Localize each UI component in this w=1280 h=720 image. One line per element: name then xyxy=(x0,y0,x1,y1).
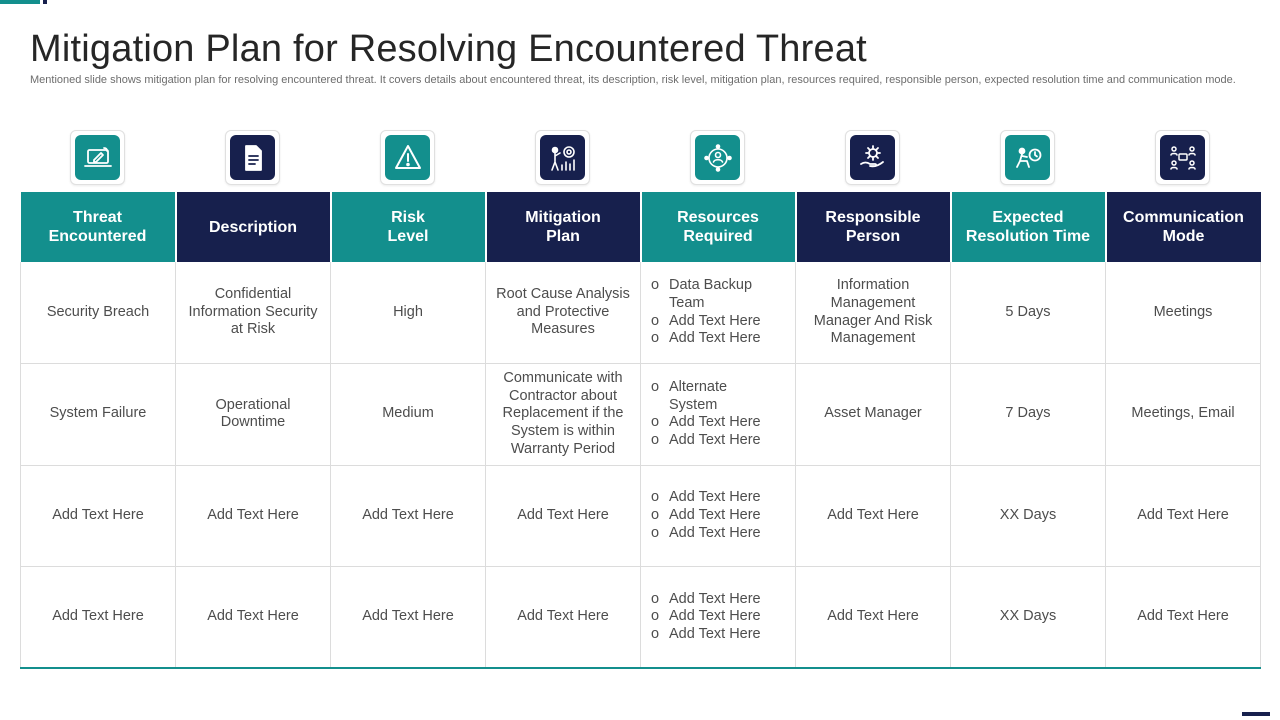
laptop-pen-icon xyxy=(75,135,120,180)
cell-person: Add Text Here xyxy=(796,465,951,567)
cell-plan: Communicate with Contractor about Replacement if the System is within Warranty Period xyxy=(486,364,641,466)
resource-item: o Add Text Here xyxy=(651,313,787,331)
cell-threat: Security Breach xyxy=(21,262,176,364)
cell-description: Confidential Information Security at Risk xyxy=(176,262,331,364)
cell-time: 7 Days xyxy=(951,364,1106,466)
resource-item: o Add Text Here xyxy=(651,525,787,543)
corner-accent-teal xyxy=(0,0,40,4)
icon-cell-risk xyxy=(330,130,485,186)
icon-frame xyxy=(535,130,590,185)
icon-frame xyxy=(225,130,280,185)
cell-time: XX Days xyxy=(951,567,1106,669)
cell-description: Operational Downtime xyxy=(176,364,331,466)
resources-list xyxy=(651,379,787,449)
icon-frame xyxy=(70,130,125,185)
cell-resources xyxy=(641,262,796,364)
cell-person: Add Text Here xyxy=(796,567,951,669)
icon-cell-mode xyxy=(1105,130,1260,186)
cell-time: 5 Days xyxy=(951,262,1106,364)
presentation-chart-icon xyxy=(540,135,585,180)
header-description: Description xyxy=(176,192,331,262)
header-communication-mode: Communication Mode xyxy=(1106,192,1261,262)
cell-resources xyxy=(641,364,796,466)
resource-item: o Add Text Here xyxy=(651,432,787,450)
cell-mode: Add Text Here xyxy=(1106,465,1261,567)
header-threat-encountered: Threat Encountered xyxy=(21,192,176,262)
icon-cell-person xyxy=(795,130,950,186)
header-resources-required: Resources Required xyxy=(641,192,796,262)
cell-risk: Add Text Here xyxy=(331,465,486,567)
corner-accent-bottom xyxy=(1242,712,1270,716)
resource-item: o Add Text Here xyxy=(651,591,787,609)
corner-accent-navy xyxy=(43,0,47,4)
page-title: Mitigation Plan for Resolving Encountered Threat xyxy=(30,28,867,70)
resources-list xyxy=(651,591,787,644)
header-expected-resolution-time: Expected Resolution Time xyxy=(951,192,1106,262)
resource-item: o Add Text Here xyxy=(651,489,787,507)
resources-list xyxy=(651,489,787,542)
header-risk-level: Risk Level xyxy=(331,192,486,262)
mitigation-plan-table xyxy=(20,192,1261,669)
cell-resources xyxy=(641,465,796,567)
header-mitigation-plan: Mitigation Plan xyxy=(486,192,641,262)
cell-person: Information Management Manager And Risk Management xyxy=(796,262,951,364)
icons-row xyxy=(20,130,1260,186)
resource-item: o Data Backup Team xyxy=(651,277,761,312)
resource-item: o Alternate System xyxy=(651,379,731,414)
header-responsible-person: Responsible Person xyxy=(796,192,951,262)
icon-frame xyxy=(1000,130,1055,185)
resource-item: o Add Text Here xyxy=(651,414,787,432)
table-row xyxy=(21,465,1261,567)
cell-plan: Add Text Here xyxy=(486,465,641,567)
icon-cell-resources xyxy=(640,130,795,186)
team-network-icon xyxy=(695,135,740,180)
icon-frame xyxy=(1155,130,1210,185)
cell-risk: Add Text Here xyxy=(331,567,486,669)
icon-cell-threat xyxy=(20,130,175,186)
hand-gear-icon xyxy=(850,135,895,180)
table-row xyxy=(21,364,1261,466)
icon-cell-mitigation xyxy=(485,130,640,186)
icon-frame xyxy=(380,130,435,185)
cell-plan: Root Cause Analysis and Protective Measures xyxy=(486,262,641,364)
icon-frame xyxy=(845,130,900,185)
cell-person: Asset Manager xyxy=(796,364,951,466)
page-subtitle: Mentioned slide shows mitigation plan for resolving encountered threat. It covers details about encountered threat, its description, risk level, mitigation plan, resources required, responsible person, expected resolution time and communication mode. xyxy=(30,74,1236,86)
icon-cell-time xyxy=(950,130,1105,186)
cell-threat: Add Text Here xyxy=(21,567,176,669)
document-icon xyxy=(230,135,275,180)
resource-item: o Add Text Here xyxy=(651,608,787,626)
cell-mode: Meetings, Email xyxy=(1106,364,1261,466)
resource-item: o Add Text Here xyxy=(651,507,787,525)
person-clock-icon xyxy=(1005,135,1050,180)
resource-item: o Add Text Here xyxy=(651,626,787,644)
meeting-chat-icon xyxy=(1160,135,1205,180)
icon-cell-description xyxy=(175,130,330,186)
cell-description: Add Text Here xyxy=(176,465,331,567)
cell-mode: Add Text Here xyxy=(1106,567,1261,669)
cell-mode: Meetings xyxy=(1106,262,1261,364)
cell-plan: Add Text Here xyxy=(486,567,641,669)
cell-risk: Medium xyxy=(331,364,486,466)
cell-risk: High xyxy=(331,262,486,364)
table-row xyxy=(21,262,1261,364)
cell-description: Add Text Here xyxy=(176,567,331,669)
cell-threat: Add Text Here xyxy=(21,465,176,567)
resource-item: o Add Text Here xyxy=(651,330,787,348)
cell-time: XX Days xyxy=(951,465,1106,567)
table-row xyxy=(21,567,1261,669)
resources-list xyxy=(651,277,787,347)
icon-frame xyxy=(690,130,745,185)
warning-icon xyxy=(385,135,430,180)
table-header-row xyxy=(21,192,1261,262)
cell-threat: System Failure xyxy=(21,364,176,466)
cell-resources xyxy=(641,567,796,669)
